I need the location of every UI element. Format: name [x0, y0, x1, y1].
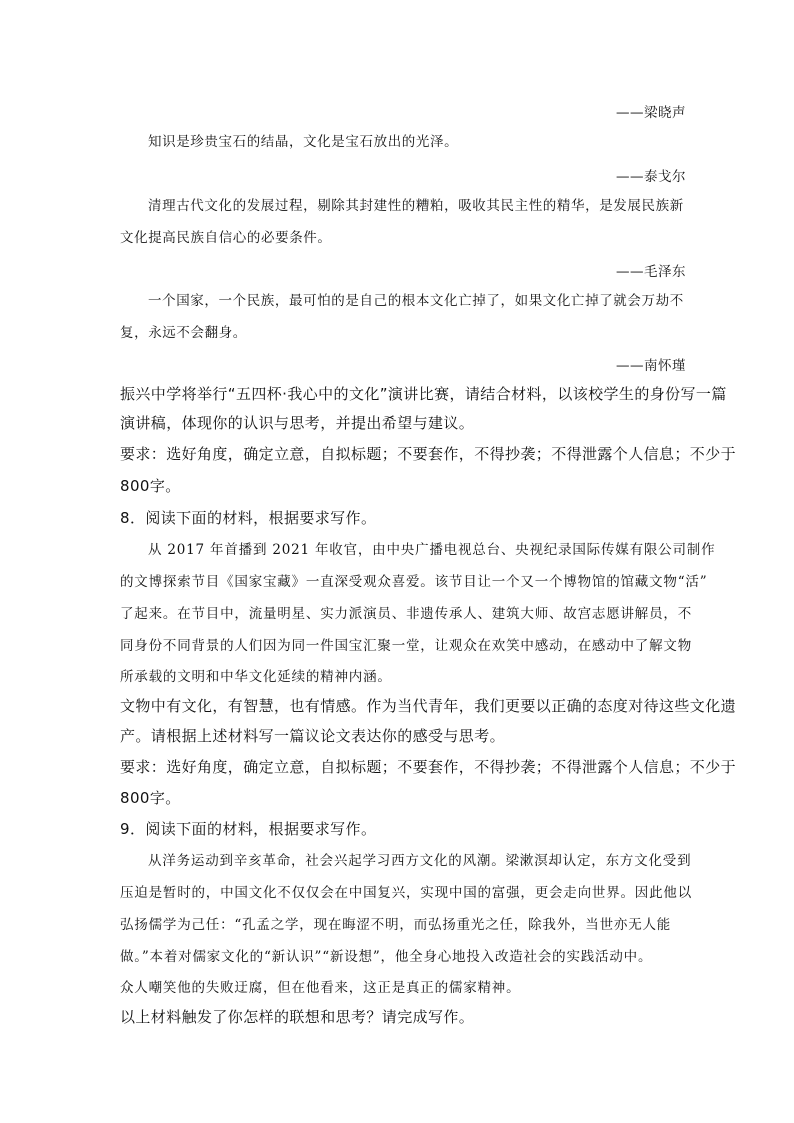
- q9-material-line1: 从洋务运动到辛亥革命，社会兴起学习西方文化的风潮。梁漱溟却认定，东方文化受到: [148, 853, 692, 869]
- q8-material-line5: 所承载的文明和中华文化延续的精神内涵。: [120, 669, 392, 685]
- q7-requirements-line1: 要求：选好角度，确定立意，自拟标题；不要套作，不得抄袭；不得泄露个人信息；不少于: [120, 445, 737, 463]
- q9-material-line2: 压迫是暂时的，中国文化不仅仅会在中国复兴，实现中国的富强，更会走向世界。因此他以: [120, 885, 692, 901]
- q8-task-line2: 产。请根据上述材料写一篇议论文表达你的感受与思考。: [120, 727, 506, 745]
- q8-requirements-line2: 800字。: [120, 789, 181, 807]
- quote-nan-line2: 复，永远不会翻身。: [120, 325, 247, 341]
- quote-mao-line1: 清理古代文化的发展过程，剔除其封建性的糟粕，吸收其民主性的精华，是发展民族新: [148, 198, 684, 214]
- quote-tagore: 知识是珍贵宝石的结晶，文化是宝石放出的光泽。: [148, 134, 459, 150]
- q9-material-line4: 做。”本着对儒家文化的“新认识”“新设想”，他全身心地投入改造社会的实践活动中。: [120, 949, 653, 965]
- q8-heading: 8．阅读下面的材料，根据要求写作。: [120, 509, 377, 527]
- q9-material-line5: 众人嘲笑他的失败迂腐，但在他看来，这正是真正的儒家精神。: [120, 980, 521, 996]
- q8-material-line4: 同身份不同背景的人们因为同一件国宝汇聚一堂，让观众在欢笑中感动，在感动中了解文物: [120, 638, 692, 654]
- attribution-liang-xiaosheng: ——梁晓声: [616, 105, 686, 121]
- attribution-nan-huaijin: ——南怀瑾: [616, 358, 686, 374]
- q8-requirements-line1: 要求：选好角度，确定立意，自拟标题；不要套作，不得抄袭；不得泄露个人信息；不少于: [120, 758, 737, 776]
- q9-material-line3: 弘扬儒学为己任：“孔孟之学，现在晦涩不明，而弘扬重光之任，除我外，当世亦无人能: [120, 917, 672, 933]
- attribution-tagore: ——泰戈尔: [616, 169, 686, 185]
- q7-requirements-line2: 800字。: [120, 477, 181, 495]
- q8-task-line1: 文物中有文化，有智慧，也有情感。作为当代青年，我们更要以正确的态度对待这些文化遗: [120, 697, 737, 715]
- q7-task-line1: 振兴中学将举行“五四杯·我心中的文化”演讲比赛，请结合材料，以该校学生的身份写一篇: [120, 385, 727, 403]
- attribution-mao-zedong: ——毛泽东: [616, 264, 686, 280]
- q9-heading: 9．阅读下面的材料，根据要求写作。: [120, 820, 377, 838]
- quote-nan-line1: 一个国家，一个民族，最可怕的是自己的根本文化亡掉了，如果文化亡掉了就会万劫不: [148, 293, 684, 309]
- quote-mao-line2: 文化提高民族自信心的必要条件。: [120, 230, 332, 246]
- q8-material-line1: 从 2017 年首播到 2021 年收官，由中央广播电视总台、央视纪录国际传媒有限公司制作: [148, 542, 716, 558]
- q7-task-line2: 演讲稿，体现你的认识与思考，并提出希望与建议。: [120, 414, 475, 432]
- q8-material-line3: 了起来。在节目中，流量明星、实力派演员、非遗传承人、建筑大师、故宫志愿讲解员，不: [120, 606, 692, 622]
- q8-material-line2: 的文博探索节目《国家宝藏》一直深受观众喜爱。该节目让一个又一个博物馆的馆藏文物“活”: [120, 574, 708, 590]
- q9-task-line1: 以上材料触发了你怎样的联想和思考？请完成写作。: [120, 1008, 475, 1026]
